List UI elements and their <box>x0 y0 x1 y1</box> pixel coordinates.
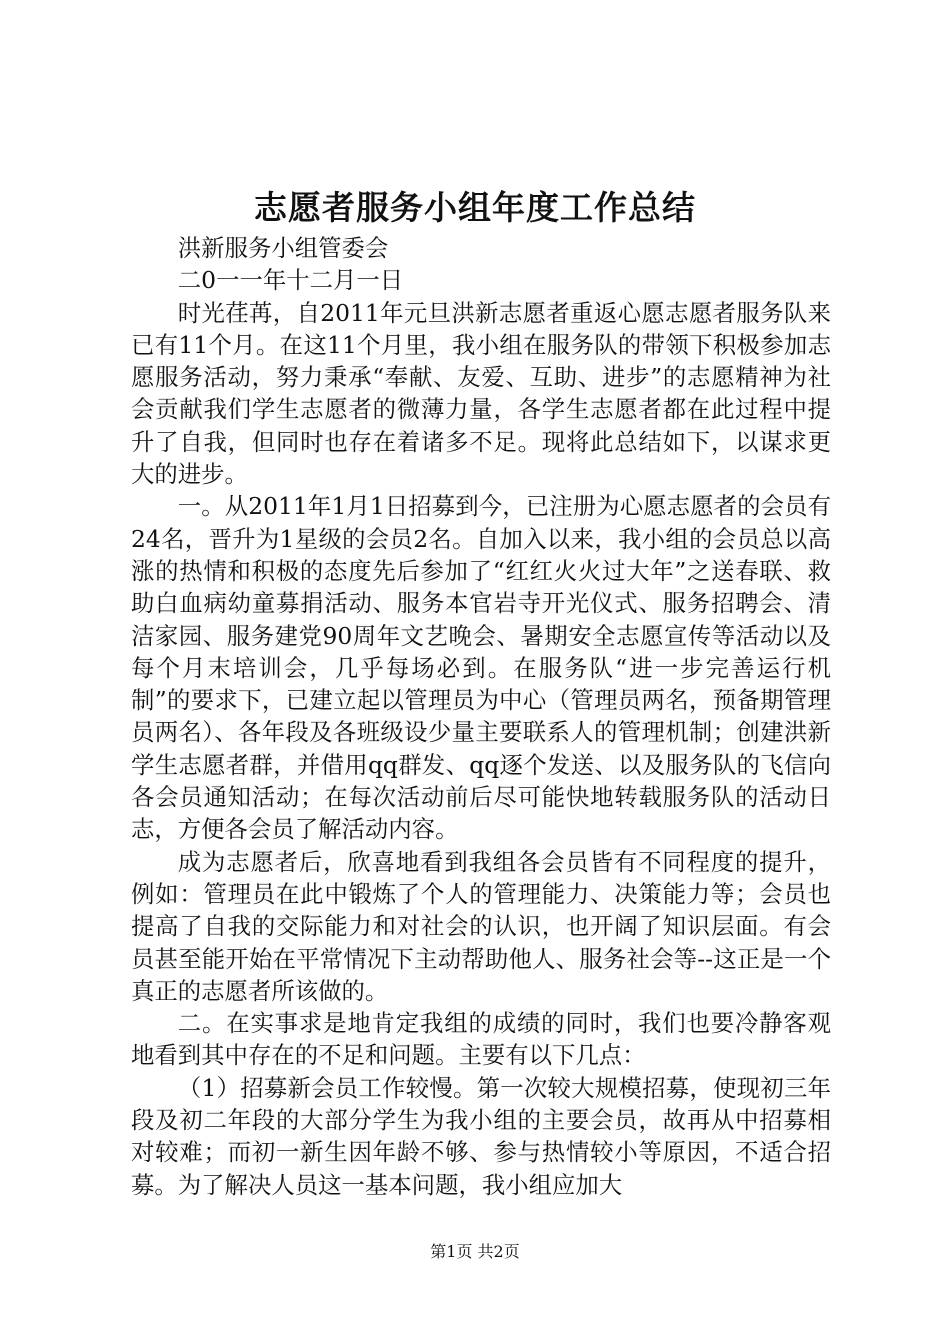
document-title: 志愿者服务小组年度工作总结 <box>254 188 696 227</box>
paragraph-point-one: （1）招募新会员工作较慢。第一次较大规模招募，使现初三年段及初二年段的大部分学生为我小组的主要会员，故再从中招募相对较难；而初一新生因年龄不够、参与热情较小等原因，不适合招募。为了解决人员这一基本问题，我小组应加大 <box>131 1073 831 1199</box>
paragraph-section-one: 一。从2011年1月1日招募到今，已注册为心愿志愿者的会员有24名，晋升为1星级的会员2名。自加入以来，我小组的会员总以高涨的热情和积极的态度先后参加了“红红火火过大年”之送春联、救助白血病幼童募捐活动、服务本官岩寺开光仪式、服务招聘会、清洁家园、服务建党90周年文艺晚会、暑期安全志愿宣传等活动以及每个月末培训会，几乎每场必到。在服务队“进一步完善运行机制”的要求下，已建立起以管理员为中心（管理员两名，预备期管理员两名）、各年段及各班级设少量主要联系人的管理机制；创建洪新学生志愿者群，并借用qq群发、qq逐个发送、以及服务队的飞信向各会员通知活动；在每次活动前后尽可能快地转载服务队的活动日志，方便各会员了解活动内容。 <box>131 492 831 844</box>
author-line: 洪新服务小组管委会 <box>177 234 389 262</box>
paragraph-improvement: 成为志愿者后，欣喜地看到我组各会员皆有不同程度的提升，例如：管理员在此中锻炼了个人的管理能力、决策能力等；会员也提高了自我的交际能力和对社会的认识，也开阔了知识层面。有会员甚至能开始在平常情况下主动帮助他人、服务社会等--这正是一个真正的志愿者所该做的。 <box>131 847 831 1005</box>
page-footer: 第1页 共2页 <box>430 1242 520 1261</box>
paragraph-section-two: 二。在实事求是地肯定我组的成绩的同时，我们也要冷静客观地看到其中存在的不足和问题。主要有以下几点： <box>131 1009 831 1070</box>
date-line: 二0一一年十二月一日 <box>177 266 404 295</box>
paragraph-intro: 时光荏苒，自2011年元旦洪新志愿者重返心愿志愿者服务队来已有11个月。在这11个月里，我小组在服务队的带领下积极参加志愿服务活动，努力秉承“奉献、友爱、互助、进步”的志愿精神为社会贡献我们学生志愿者的微薄力量，各学生志愿者都在此过程中提升了自我，但同时也存在着诸多不足。现将此总结如下，以谋求更大的进步。 <box>131 298 831 489</box>
document-body <box>131 232 831 1201</box>
